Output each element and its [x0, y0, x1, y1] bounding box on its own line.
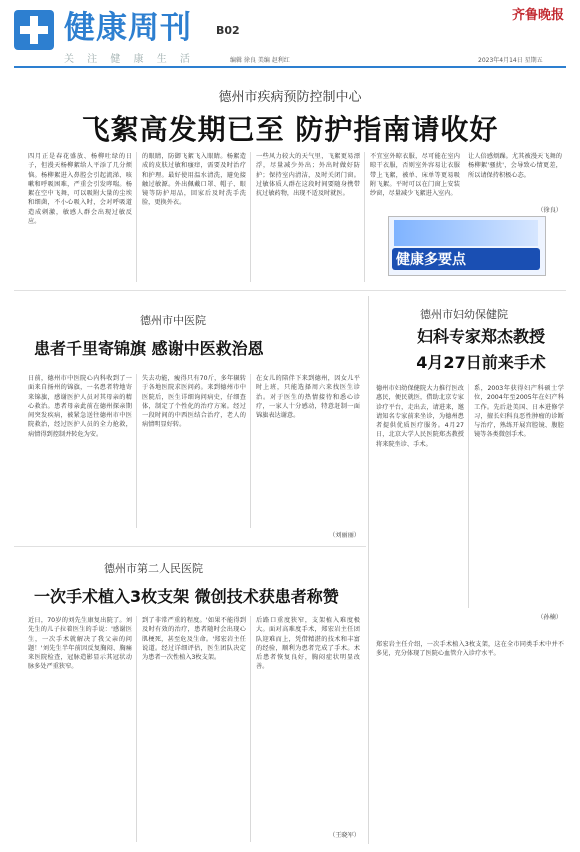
second-hospital-column-2: 到了非常严重的程度。'如果不能得到及时有效的治疗，患者随时会出现心肌梗死，甚至危及生命。'郑宏岩主任说道。经过详细评估，医生团队决定为患者一次性植入3枚支架。 — [142, 617, 246, 662]
column-divider — [136, 616, 137, 842]
second-hospital-column-1: 近日，70岁的刘先生康复出院了。刘先生的儿子拉着医生的手说：'感谢医生，一次手术就解决了我父亲的问题！'刘先生半年前因反复胸闷、胸痛来医院检查，冠脉造影显示其冠状动脉多处严重狭窄。 — [28, 617, 132, 671]
maternity-kicker: 德州市妇幼保健院 — [420, 308, 508, 321]
maternity-byline: （孙楠） — [537, 614, 562, 621]
column-divider — [250, 374, 251, 528]
lead-column-1: 四月正是春花盛放、杨柳吐绿的日子，但漫天杨柳絮给人平添了几分烦恼。杨柳絮进入鼻腔会引起流涕、咳嗽和呼吸困难，严重会引发哮喘。杨絮在空中飞舞，可以吸附大量的尘埃和细菌，不小心吸入时，会对呼吸道造成刺激，敏感人群会出现过敏反应。 — [28, 153, 132, 226]
editor-credits: 编辑 徐良 美编 赵利红 — [230, 57, 290, 64]
second-hospital-kicker: 德州市第二人民医院 — [104, 562, 203, 575]
lead-column-4: 不宜室外晾衣服，尽可能在室内晾干衣服，否则室外容易让衣服带上飞絮，被单、床单等更易吸附飞絮。平时可以在门窗上安装纱窗，尽量减少飞絮进入室内。 — [370, 153, 460, 198]
column-divider — [364, 152, 365, 282]
lead-column-2: 的眼睛，防御飞絮飞入眼睛。杨絮造成的皮肤过敏和瘙痒，需要及时治疗和护理。最好使用温水清洗，避免接触过敏源。外出佩戴口罩、帽子、眼镜等防护用品，回家后及时洗手洗脸，更换外衣。 — [142, 153, 246, 207]
second-hospital-column-4: 郑宏岩主任介绍，一次手术植入3枚支架，这在全市同类手术中并不多见，充分体现了医院心血管介入诊疗水平。 — [376, 641, 564, 658]
page-number: B02 — [216, 24, 240, 37]
column-divider — [136, 152, 137, 282]
lead-byline: （徐良） — [537, 207, 562, 214]
column-divider — [468, 384, 469, 608]
lead-column-5: 让人倍感烦躁。尤其被漫天飞舞的杨柳絮'骚扰'，会导致心情更差，所以请保持积极心态。 — [468, 153, 562, 179]
hospital-column-1: 日前，德州市中医院心内科收到了一面来自扬州的锦旗，一名患者特地寄来锦旗，感谢医护人员对其母亲的精心救治。患者母亲此前在德州探亲期间突发疾病，被紧急送往德州市中医院救治，经过医护人员的全力抢救，病情得到控制并转危为安。 — [28, 375, 132, 438]
maternity-headline-1: 妇科专家郑杰教授 — [416, 327, 545, 346]
hospital-column-3: 在女儿的陪伴下来到德州，因女儿平时上班，只能选择周六来找医生诊治。对于医生的热情接待和悉心诊疗，一家人十分感动，特意赶制一面锦旗表达谢意。 — [256, 375, 360, 420]
column-divider — [250, 152, 251, 282]
section-title: 健康周刊 — [64, 10, 192, 46]
maternity-column-2: 系，2003年获得妇产科硕士学位，2004年至2005年在妇产科工作。先后赴美国、日本进修学习，擅长妇科良恶性肿瘤的诊断与治疗，熟练开展宫腔镜、腹腔镜等各类微创手术。 — [474, 385, 564, 439]
lead-column-3: 一些风力较大的天气里，飞絮更易漂浮，尽量减少外出；外出时做好防护；保持室内清洁，及时关闭门窗。过敏体质人群在这段时间要随身携带抗过敏药物，出现不适及时就医。 — [256, 153, 360, 198]
maternity-headline-2: 4月27日前来手术 — [416, 353, 546, 372]
hospital-column-2: 失去功能，瘦得只有70斤，多年辗转于各地医院求医问药。来到德州市中医院后，医生详细询问病史，仔细查体，制定了个性化的治疗方案。经过一段时间的中西医结合治疗，老人的病情明显好转。 — [142, 375, 246, 429]
second-hospital-headline: 一次手术植入3枚支架 微创技术获患者称赞 — [34, 587, 339, 606]
second-hospital-column-3: 后路口重度狭窄，支架植入难度极大。面对高难度手术，郑宏岩主任团队迎难而上，凭借精湛的技术和丰富的经验，顺利为患者完成了手术。术后患者恢复良好，胸闷症状明显改善。 — [256, 617, 360, 671]
section-divider — [14, 546, 366, 547]
column-divider — [368, 296, 369, 844]
lead-kicker: 德州市疾病预防控制中心 — [218, 90, 362, 105]
section-divider — [14, 290, 566, 291]
hospital-kicker: 德州市中医院 — [140, 314, 206, 327]
hospital-byline: （刘丽丽） — [329, 532, 360, 539]
second-hospital-byline: （王晓军） — [329, 832, 360, 839]
ad-text: 健康多要点 — [396, 252, 466, 268]
masthead-divider — [14, 66, 566, 68]
lead-headline: 飞絮高发期已至 防护指南请收好 — [81, 113, 499, 146]
newspaper-logo: 齐鲁晚报 — [512, 8, 565, 23]
cross-icon — [30, 16, 38, 44]
column-divider — [250, 616, 251, 842]
issue-date: 2023年4月14日 星期五 — [478, 57, 543, 64]
maternity-column-1: 德州市妇幼保健院大力推行医改惠民，便民就医，借助北京专家诊疗平台，走出去，请进来，邀请知名专家前来坐诊，为德州患者提供优质医疗服务。4月27日，北京大学人民医院郑杰教授将来院坐诊、手术。 — [376, 385, 464, 448]
hospital-headline: 患者千里寄锦旗 感谢中医救治恩 — [34, 339, 264, 358]
ad-banner-graphic — [394, 220, 538, 246]
column-divider — [136, 374, 137, 528]
section-slogan: 关 注 健 康 生 活 — [64, 54, 195, 65]
